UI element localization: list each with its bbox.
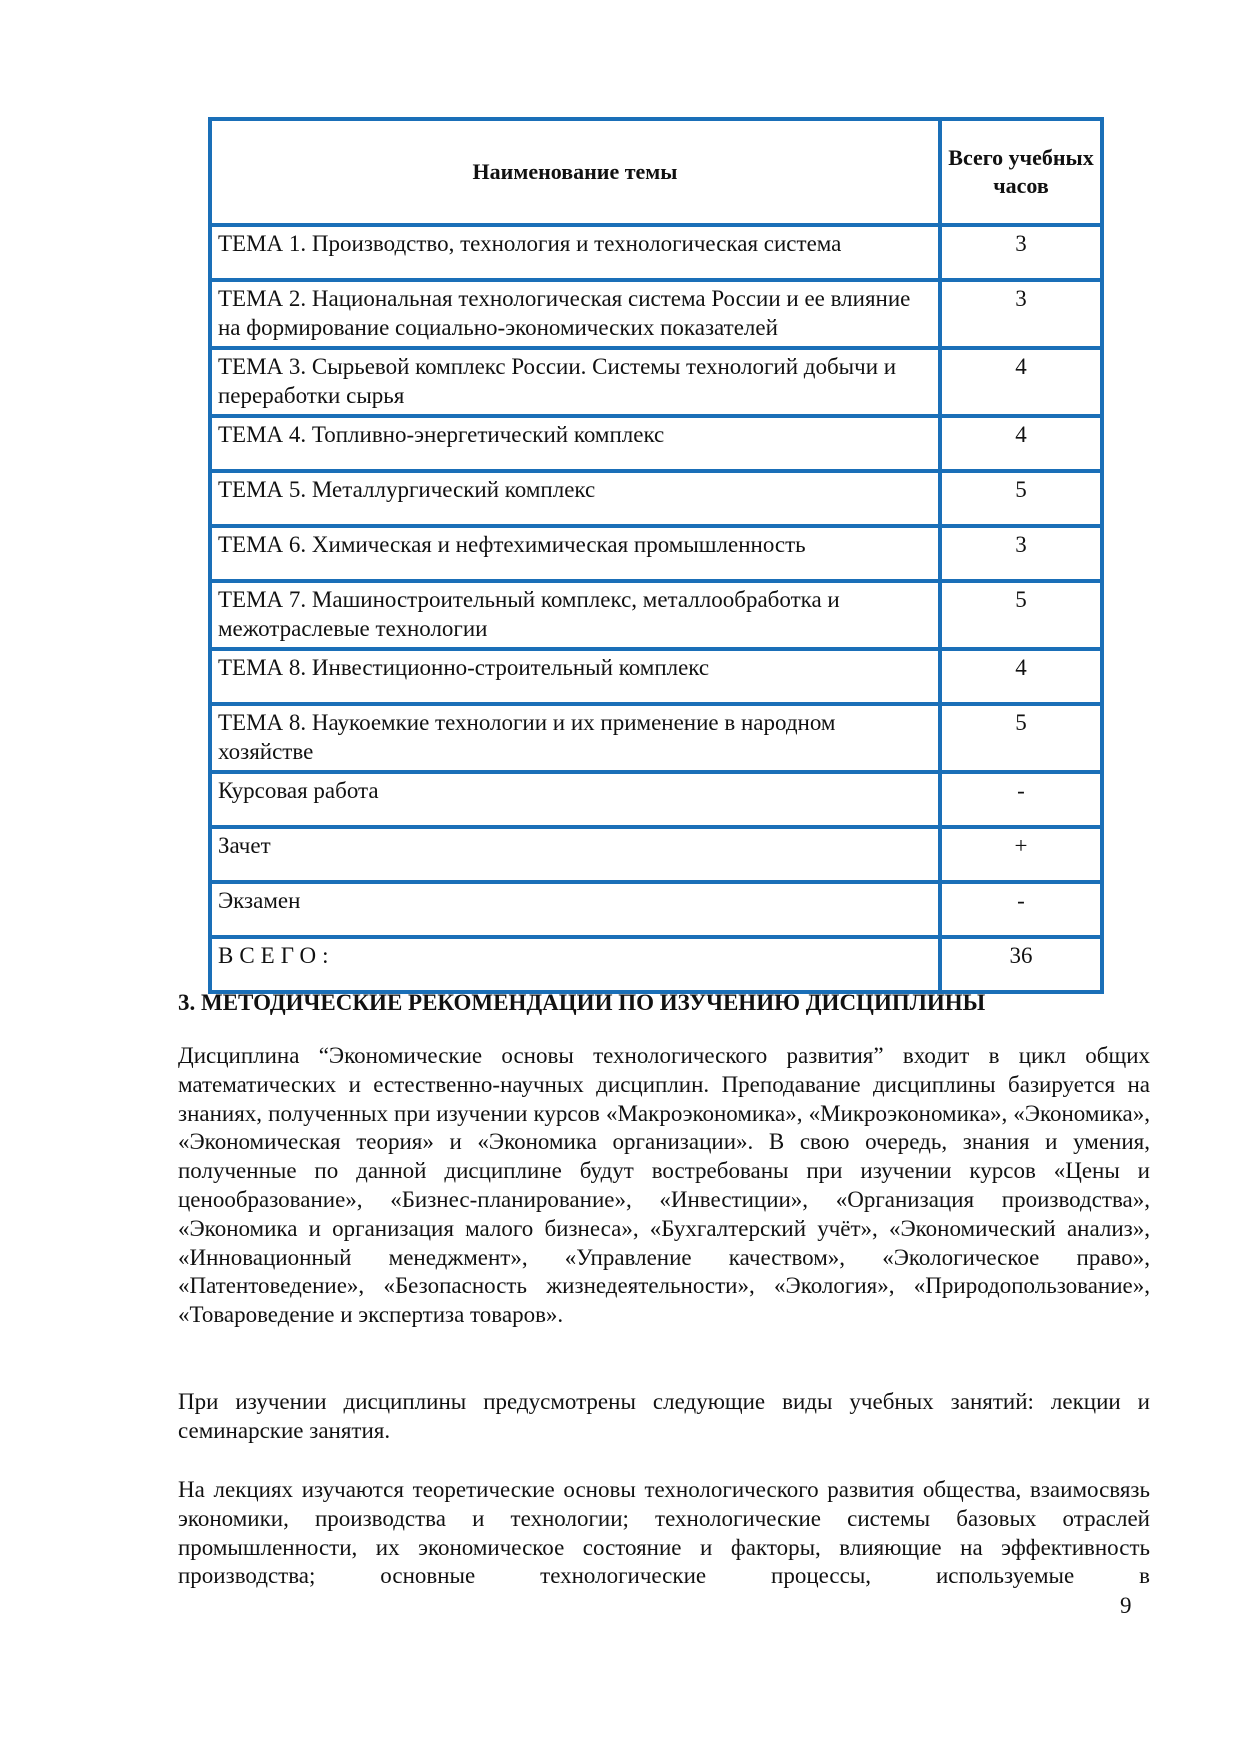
paragraph: При изучении дисциплины предусмотрены следующие виды учебных занятий: лекции и семинарские занятия. <box>178 1389 1150 1443</box>
table-row <box>210 581 1102 649</box>
table-total-row <box>210 937 1102 992</box>
total-label: ВСЕГО: <box>210 937 940 992</box>
topic-cell: ТЕМА 7. Машиностроительный комплекс, металлообработка и межотраслевые технологии <box>210 581 940 649</box>
table-row <box>210 649 1102 704</box>
topic-cell: Зачет <box>210 827 940 882</box>
hours-cell: 3 <box>940 280 1102 348</box>
table-row <box>210 882 1102 937</box>
hours-cell: 3 <box>940 526 1102 581</box>
topic-cell: ТЕМА 1. Производство, технология и технологическая система <box>210 225 940 280</box>
page-number: 9 <box>1120 1593 1132 1618</box>
header-topic: Наименование темы <box>210 119 940 225</box>
topic-cell: ТЕМА 5. Металлургический комплекс <box>210 471 940 526</box>
hours-cell: 5 <box>940 471 1102 526</box>
table-row <box>210 348 1102 416</box>
table-row <box>210 471 1102 526</box>
hours-cell: - <box>940 772 1102 827</box>
table-row <box>210 280 1102 348</box>
paragraph: Дисциплина “Экономические основы технологического развития” входит в цикл общих математических и естественно-научных дисциплин. Преподавание дисциплины базируется на знаниях, полученных при изучении курсов «Макроэкономика», «Микроэкономика», «Экономика», «Экономическая теория» и «Экономика организации». В свою очередь, знания и умения, полученные по данной дисциплине будут востребованы при изучении курсов «Цены и ценообразование», «Бизнес-планирование», «Инвестиции», «Организация производства», «Экономика и организация малого бизнеса», «Бухгалтерский учёт», «Экономический анализ», «Инновационный менеджмент», «Управление качеством», «Экологическое право», «Патентоведение», «Безопасность жизнедеятельности», «Экология», «Природопользование», «Товароведение и экспертиза товаров». <box>178 1043 1150 1328</box>
table-row <box>210 225 1102 280</box>
table-row <box>210 772 1102 827</box>
topic-cell: ТЕМА 8. Инвестиционно-строительный комплекс <box>210 649 940 704</box>
paragraph: На лекциях изучаются теоретические основы технологического развития общества, взаимосвязь экономики, производства и технологии; технологические системы базовых отраслей промышленности, их экономическое состояние и факторы, влияющие на эффективность производства; основные технологические процессы, используемые в <box>178 1477 1150 1589</box>
topic-cell: ТЕМА 2. Национальная технологическая система России и ее влияние на формирование социально-экономических показателей <box>210 280 940 348</box>
section-title: 3. МЕТОДИЧЕСКИЕ РЕКОМЕНДАЦИИ ПО ИЗУЧЕНИЮ ДИСЦИПЛИНЫ <box>178 990 986 1015</box>
topic-cell: ТЕМА 6. Химическая и нефтехимическая промышленность <box>210 526 940 581</box>
table-header-row <box>210 119 1102 225</box>
hours-cell: + <box>940 827 1102 882</box>
table-row <box>210 704 1102 772</box>
topic-cell: Курсовая работа <box>210 772 940 827</box>
table-row <box>210 526 1102 581</box>
topics-table <box>208 117 1104 994</box>
table-row <box>210 416 1102 471</box>
hours-cell: 5 <box>940 581 1102 649</box>
hours-cell: 5 <box>940 704 1102 772</box>
hours-cell: - <box>940 882 1102 937</box>
header-hours: Всего учебных часов <box>940 119 1102 225</box>
hours-cell: 4 <box>940 416 1102 471</box>
total-hours: 36 <box>940 937 1102 992</box>
topics-table-container <box>208 117 1100 994</box>
table-row <box>210 827 1102 882</box>
hours-cell: 4 <box>940 649 1102 704</box>
hours-cell: 4 <box>940 348 1102 416</box>
topic-cell: ТЕМА 4. Топливно-энергетический комплекс <box>210 416 940 471</box>
topic-cell: ТЕМА 8. Наукоемкие технологии и их применение в народном хозяйстве <box>210 704 940 772</box>
topic-cell: Экзамен <box>210 882 940 937</box>
hours-cell: 3 <box>940 225 1102 280</box>
topic-cell: ТЕМА 3. Сырьевой комплекс России. Системы технологий добычи и переработки сырья <box>210 348 940 416</box>
